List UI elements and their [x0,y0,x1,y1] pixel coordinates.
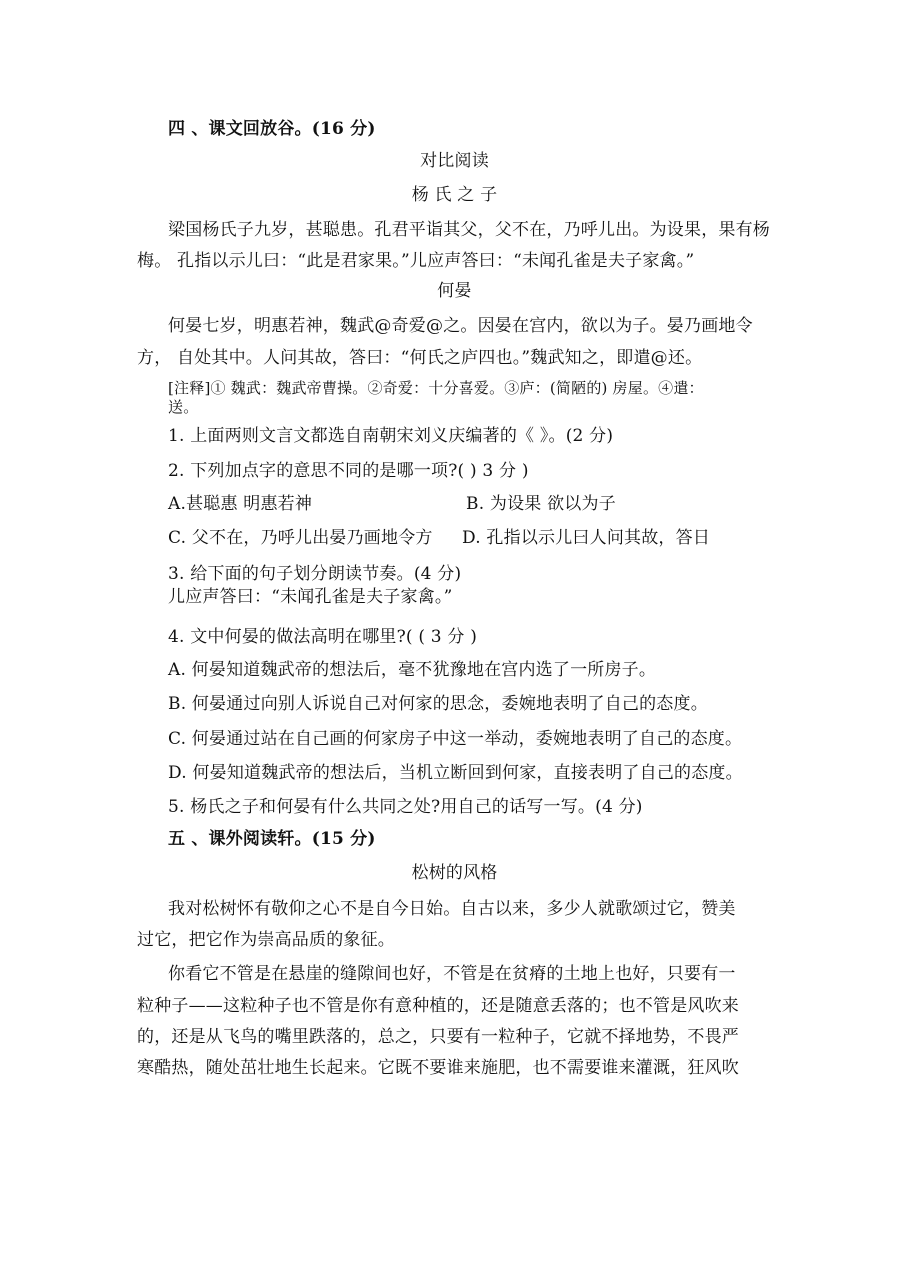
q4-option-a: A. 何晏知道魏武帝的想法后，毫不犹豫地在宫内选了一所房子。 [168,660,657,680]
question-5: 5. 杨氏之子和何晏有什么共同之处?用自己的话写一写。(4 分) [168,797,643,817]
passage-title: 松树的风格 [411,863,498,883]
q4-option-d: D. 何晏知道魏武帝的想法后，当机立断回到何家，直接表明了自己的态度。 [168,763,743,783]
passage-line-3: 你看它不管是在悬崖的缝隙间也好，不管是在贫瘠的土地上也好，只要有一 [168,964,736,984]
q3-sentence: 儿应声答曰：“未闻孔雀是夫子家禽。” [168,587,453,607]
q2-option-c: C. 父不在，乃呼儿出晏乃画地令方 [168,528,433,548]
q2-option-d: D. 孔指以示儿曰人问其故，答日 [462,528,711,548]
passage-line-6: 寒酷热，随处茁壮地生长起来。它既不要谁来施肥，也不需要谁来灌溉，狂风吹 [137,1058,739,1078]
q4-option-c: C. 何晏通过站在自己画的何家房子中这一举动，委婉地表明了自己的态度。 [168,729,743,749]
text1-title: 杨 氏 之 子 [411,185,498,205]
passage-line-1: 我对松树怀有敬仰之心不是自今日始。自古以来，多少人就歌颂过它，赞美 [168,899,736,919]
annotation-line-1: [注释]① 魏武：魏武帝曹操。②奇爱：十分喜爱。③庐：(简陋的) 房屋。④遣： [168,379,704,397]
q2-option-b: B. 为设果 欲以为子 [466,494,616,514]
passage-line-4: 粒种子——这粒种子也不管是你有意种植的，还是随意丢落的；也不管是风吹来 [137,996,739,1016]
annotation-line-2: 送。 [168,398,199,416]
question-2: 2. 下列加点字的意思不同的是哪一项?( ) 3 分 ) [168,461,529,481]
passage-line-2: 过它，把它作为崇高品质的象征。 [137,930,395,950]
text1-line-2: 梅。 孔指以示儿曰：“此是君家果。”儿应声答曰：“未闻孔雀是夫子家禽。” [137,251,695,271]
text2-line-2: 方， 自处其中。人问其故，答曰：“何氏之庐四也。”魏武知之，即遣@还。 [137,348,703,368]
section5-heading: 五 、课外阅读轩。(15 分) [168,829,376,849]
text2-line-1: 何晏七岁，明惠若神，魏武@奇爱@之。因晏在宫内，欲以为子。晏乃画地令 [168,316,753,336]
comparative-reading-subtitle: 对比阅读 [420,151,489,171]
question-4: 4. 文中何晏的做法高明在哪里?( ( 3 分 ) [168,627,478,647]
question-1: 1. 上面两则文言文都选自南朝宋刘义庆编著的《 》。(2 分) [168,426,614,446]
text1-line-1: 梁国杨氏子九岁，甚聪患。孔君平诣其父，父不在，乃呼儿出。为设果，果有杨 [168,220,770,240]
question-3: 3. 给下面的句子划分朗读节奏。(4 分) [168,564,462,584]
passage-line-5: 的，还是从飞鸟的嘴里跌落的，总之，只要有一粒种子，它就不择地势，不畏严 [137,1027,739,1047]
text2-title: 何晏 [437,281,472,301]
section4-heading: 四 、课文回放谷。(16 分) [168,119,376,139]
q2-option-a: A.甚聪惠 明惠若神 [168,494,313,514]
q4-option-b: B. 何晏通过向别人诉说自己对何家的思念，委婉地表明了自己的态度。 [168,694,708,714]
